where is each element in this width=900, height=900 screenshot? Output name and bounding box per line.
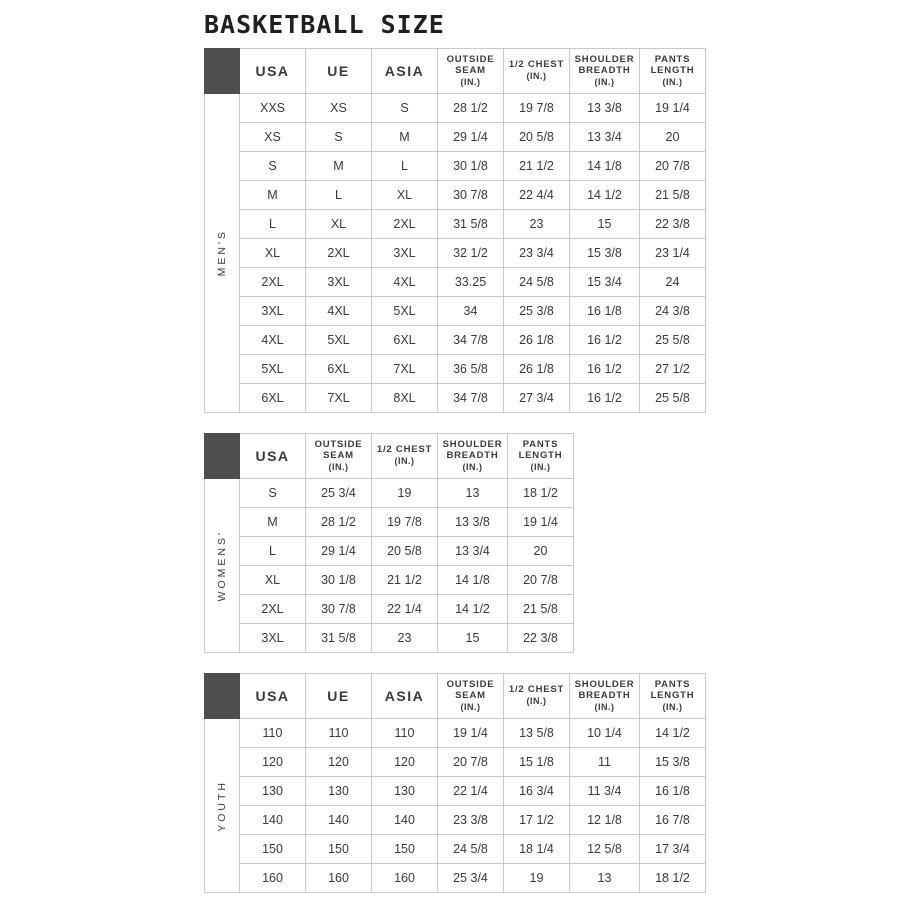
column-header-unit: (IN.) <box>594 76 615 87</box>
table-cell: S <box>306 123 372 152</box>
table-cell: 15 <box>438 624 508 653</box>
table-cell: L <box>240 210 306 239</box>
table-cell: 13 3/8 <box>438 508 508 537</box>
column-header-label: USA <box>255 447 290 464</box>
column-header <box>508 434 574 479</box>
column-header-label: SHOULDER BREADTH <box>442 438 503 461</box>
table-cell: 25 3/4 <box>438 864 504 893</box>
table-cell: 13 <box>570 864 640 893</box>
table-cell: 15 3/4 <box>570 268 640 297</box>
table-cell: 23 <box>504 210 570 239</box>
column-header <box>438 49 504 94</box>
table-cell: 16 7/8 <box>640 806 706 835</box>
table-cell: 14 1/2 <box>438 595 508 624</box>
column-header-label: ASIA <box>384 687 425 704</box>
table-cell: 21 5/8 <box>508 595 574 624</box>
table-cell: 3XL <box>372 239 438 268</box>
column-header-label: OUTSIDE SEAM <box>446 53 495 76</box>
table-row <box>205 123 706 152</box>
column-header <box>372 434 438 479</box>
table-cell: 15 <box>570 210 640 239</box>
table-cell: 19 7/8 <box>504 94 570 123</box>
table-cell: 15 1/8 <box>504 748 570 777</box>
column-header-label: 1/2 CHEST <box>376 444 433 456</box>
table-cell: 130 <box>372 777 438 806</box>
table-cell: 140 <box>372 806 438 835</box>
table-row <box>205 537 574 566</box>
table-cell: 16 1/2 <box>570 384 640 413</box>
table-cell: 26 1/8 <box>504 326 570 355</box>
table-cell: 23 <box>372 624 438 653</box>
table-cell: 19 <box>372 479 438 508</box>
table-cell: 17 3/4 <box>640 835 706 864</box>
column-header <box>372 674 438 719</box>
row-group-label-text: WOMENS' <box>216 529 228 602</box>
table-cell: XL <box>240 239 306 268</box>
table-cell: 20 7/8 <box>640 152 706 181</box>
column-header <box>240 674 306 719</box>
womens-size-table-block <box>204 433 574 653</box>
table-cell: XL <box>372 181 438 210</box>
table-row <box>205 748 706 777</box>
table-cell: 16 3/4 <box>504 777 570 806</box>
column-header-label: OUTSIDE SEAM <box>446 678 495 701</box>
table-cell: 18 1/4 <box>504 835 570 864</box>
column-header-unit: (IN.) <box>462 461 483 472</box>
table-cell: 150 <box>240 835 306 864</box>
table-cell: 15 3/8 <box>640 748 706 777</box>
column-header-unit: (IN.) <box>526 696 547 707</box>
table-cell: 130 <box>240 777 306 806</box>
table-row <box>205 479 574 508</box>
table-cell: 140 <box>240 806 306 835</box>
table-cell: 21 1/2 <box>372 566 438 595</box>
table-row <box>205 835 706 864</box>
table-row <box>205 595 574 624</box>
column-header <box>570 49 640 94</box>
table-row <box>205 326 706 355</box>
table-cell: 30 7/8 <box>306 595 372 624</box>
table-cell: 14 1/8 <box>438 566 508 595</box>
column-header <box>504 49 570 94</box>
table-cell: 13 3/8 <box>570 94 640 123</box>
table-cell: 20 5/8 <box>372 537 438 566</box>
mens-size-table <box>204 48 706 413</box>
womens-size-table <box>204 433 574 653</box>
table-cell: 25 3/4 <box>306 479 372 508</box>
table-row <box>205 384 706 413</box>
table-cell: 30 1/8 <box>306 566 372 595</box>
table-cell: 19 1/4 <box>438 719 504 748</box>
table-cell: 3XL <box>240 624 306 653</box>
table-cell: 29 1/4 <box>438 123 504 152</box>
column-header-unit: (IN.) <box>460 76 481 87</box>
column-header <box>306 434 372 479</box>
column-header <box>240 434 306 479</box>
table-cell: 13 5/8 <box>504 719 570 748</box>
table-cell: 28 1/2 <box>306 508 372 537</box>
table-cell: 19 7/8 <box>372 508 438 537</box>
table-cell: 19 1/4 <box>640 94 706 123</box>
table-cell: 16 1/2 <box>570 326 640 355</box>
table-cell: 15 3/8 <box>570 239 640 268</box>
table-cell: S <box>240 152 306 181</box>
table-cell: 18 1/2 <box>640 864 706 893</box>
table-row <box>205 210 706 239</box>
column-header <box>504 674 570 719</box>
table-cell: 31 5/8 <box>438 210 504 239</box>
table-cell: 12 5/8 <box>570 835 640 864</box>
column-header-unit: (IN.) <box>394 456 415 467</box>
table-cell: 10 1/4 <box>570 719 640 748</box>
column-header-label: SHOULDER BREADTH <box>574 678 635 701</box>
table-cell: M <box>240 181 306 210</box>
table-corner-cell <box>205 49 240 94</box>
table-cell: 7XL <box>372 355 438 384</box>
table-cell: 21 5/8 <box>640 181 706 210</box>
table-cell: 22 1/4 <box>372 595 438 624</box>
column-header <box>306 674 372 719</box>
column-header-label: USA <box>255 687 290 704</box>
table-cell: 23 1/4 <box>640 239 706 268</box>
row-group-label-text: MEN'S <box>216 229 228 277</box>
column-header-label: USA <box>255 62 290 79</box>
mens-size-table-block <box>204 48 706 413</box>
table-cell: 150 <box>306 835 372 864</box>
table-cell: 120 <box>240 748 306 777</box>
table-corner-cell <box>205 674 240 719</box>
table-cell: 5XL <box>372 297 438 326</box>
table-cell: 24 5/8 <box>504 268 570 297</box>
table-cell: 5XL <box>240 355 306 384</box>
table-cell: XS <box>306 94 372 123</box>
table-row <box>205 864 706 893</box>
table-cell: 14 1/8 <box>570 152 640 181</box>
table-row <box>205 624 574 653</box>
column-header-unit: (IN.) <box>328 461 349 472</box>
table-cell: 23 3/4 <box>504 239 570 268</box>
table-cell: L <box>240 537 306 566</box>
column-header-label: UE <box>327 62 350 79</box>
table-cell: M <box>372 123 438 152</box>
column-header-unit: (IN.) <box>526 71 547 82</box>
column-header-unit: (IN.) <box>530 461 551 472</box>
table-cell: 120 <box>372 748 438 777</box>
table-cell: 13 3/4 <box>570 123 640 152</box>
column-header-label: SHOULDER BREADTH <box>574 53 635 76</box>
column-header-label: UE <box>327 687 350 704</box>
table-cell: L <box>306 181 372 210</box>
column-header <box>640 49 706 94</box>
table-cell: 6XL <box>372 326 438 355</box>
column-header-label: PANTS LENGTH <box>650 678 695 701</box>
table-cell: 22 1/4 <box>438 777 504 806</box>
table-cell: L <box>372 152 438 181</box>
table-cell: 16 1/8 <box>640 777 706 806</box>
table-cell: 24 <box>640 268 706 297</box>
table-cell: 14 1/2 <box>570 181 640 210</box>
table-cell: 36 5/8 <box>438 355 504 384</box>
table-cell: M <box>306 152 372 181</box>
column-header <box>372 49 438 94</box>
table-cell: 16 1/2 <box>570 355 640 384</box>
table-cell: 29 1/4 <box>306 537 372 566</box>
table-cell: 28 1/2 <box>438 94 504 123</box>
table-cell: 21 1/2 <box>504 152 570 181</box>
table-cell: XS <box>240 123 306 152</box>
table-cell: XXS <box>240 94 306 123</box>
table-cell: 25 3/8 <box>504 297 570 326</box>
table-cell: 7XL <box>306 384 372 413</box>
table-cell: 24 3/8 <box>640 297 706 326</box>
table-cell: 11 3/4 <box>570 777 640 806</box>
column-header-unit: (IN.) <box>662 76 683 87</box>
table-cell: 2XL <box>240 595 306 624</box>
table-row <box>205 239 706 268</box>
row-group-label-text: YOUTH <box>216 779 228 832</box>
table-cell: 110 <box>306 719 372 748</box>
table-cell: 20 7/8 <box>508 566 574 595</box>
column-header-unit: (IN.) <box>594 701 615 712</box>
table-cell: 20 <box>508 537 574 566</box>
table-cell: 11 <box>570 748 640 777</box>
table-row <box>205 297 706 326</box>
table-cell: 160 <box>372 864 438 893</box>
column-header-unit: (IN.) <box>460 701 481 712</box>
table-cell: M <box>240 508 306 537</box>
youth-row-group-label <box>205 719 240 893</box>
column-header <box>438 434 508 479</box>
table-cell: 120 <box>306 748 372 777</box>
table-cell: 27 3/4 <box>504 384 570 413</box>
table-cell: 30 1/8 <box>438 152 504 181</box>
table-cell: 160 <box>306 864 372 893</box>
page-title: BASKETBALL SIZE <box>204 10 445 39</box>
table-cell: S <box>372 94 438 123</box>
table-cell: 20 5/8 <box>504 123 570 152</box>
table-cell: 19 1/4 <box>508 508 574 537</box>
table-cell: XL <box>240 566 306 595</box>
youth-size-table <box>204 673 706 893</box>
table-cell: 26 1/8 <box>504 355 570 384</box>
table-cell: 4XL <box>240 326 306 355</box>
table-cell: 110 <box>372 719 438 748</box>
table-cell: 34 <box>438 297 504 326</box>
table-cell: 5XL <box>306 326 372 355</box>
table-cell: 3XL <box>240 297 306 326</box>
table-cell: 13 <box>438 479 508 508</box>
table-cell: XL <box>306 210 372 239</box>
table-row <box>205 355 706 384</box>
table-cell: 13 3/4 <box>438 537 508 566</box>
table-row <box>205 94 706 123</box>
table-cell: 130 <box>306 777 372 806</box>
mens-row-group-label <box>205 94 240 413</box>
column-header-unit: (IN.) <box>662 701 683 712</box>
column-header <box>306 49 372 94</box>
table-cell: 140 <box>306 806 372 835</box>
table-row <box>205 777 706 806</box>
table-cell: 160 <box>240 864 306 893</box>
womens-row-group-label <box>205 479 240 653</box>
table-cell: 3XL <box>306 268 372 297</box>
column-header <box>570 674 640 719</box>
column-header-label: 1/2 CHEST <box>508 59 565 71</box>
table-row <box>205 508 574 537</box>
column-header-label: 1/2 CHEST <box>508 684 565 696</box>
table-row <box>205 181 706 210</box>
table-cell: 33.25 <box>438 268 504 297</box>
table-row <box>205 719 706 748</box>
table-row <box>205 806 706 835</box>
column-header-label: PANTS LENGTH <box>650 53 695 76</box>
table-cell: 19 <box>504 864 570 893</box>
table-cell: 2XL <box>306 239 372 268</box>
table-cell: 16 1/8 <box>570 297 640 326</box>
table-cell: 8XL <box>372 384 438 413</box>
table-cell: 150 <box>372 835 438 864</box>
youth-size-table-block <box>204 673 706 893</box>
table-cell: 14 1/2 <box>640 719 706 748</box>
table-cell: 34 7/8 <box>438 384 504 413</box>
table-cell: 18 1/2 <box>508 479 574 508</box>
table-cell: 2XL <box>372 210 438 239</box>
table-cell: 22 4/4 <box>504 181 570 210</box>
table-cell: 34 7/8 <box>438 326 504 355</box>
table-corner-cell <box>205 434 240 479</box>
column-header-label: OUTSIDE SEAM <box>314 438 363 461</box>
table-row <box>205 566 574 595</box>
table-cell: 31 5/8 <box>306 624 372 653</box>
column-header <box>240 49 306 94</box>
table-row <box>205 268 706 297</box>
table-cell: 4XL <box>372 268 438 297</box>
table-cell: 20 7/8 <box>438 748 504 777</box>
table-cell: S <box>240 479 306 508</box>
table-cell: 6XL <box>240 384 306 413</box>
table-cell: 17 1/2 <box>504 806 570 835</box>
table-cell: 22 3/8 <box>508 624 574 653</box>
table-cell: 25 5/8 <box>640 326 706 355</box>
table-cell: 6XL <box>306 355 372 384</box>
table-cell: 12 1/8 <box>570 806 640 835</box>
table-cell: 27 1/2 <box>640 355 706 384</box>
table-cell: 20 <box>640 123 706 152</box>
table-cell: 30 7/8 <box>438 181 504 210</box>
table-cell: 22 3/8 <box>640 210 706 239</box>
table-cell: 110 <box>240 719 306 748</box>
table-cell: 23 3/8 <box>438 806 504 835</box>
table-cell: 25 5/8 <box>640 384 706 413</box>
column-header <box>438 674 504 719</box>
column-header-label: PANTS LENGTH <box>518 438 563 461</box>
table-cell: 24 5/8 <box>438 835 504 864</box>
table-row <box>205 152 706 181</box>
table-cell: 4XL <box>306 297 372 326</box>
column-header <box>640 674 706 719</box>
column-header-label: ASIA <box>384 62 425 79</box>
table-cell: 32 1/2 <box>438 239 504 268</box>
table-cell: 2XL <box>240 268 306 297</box>
